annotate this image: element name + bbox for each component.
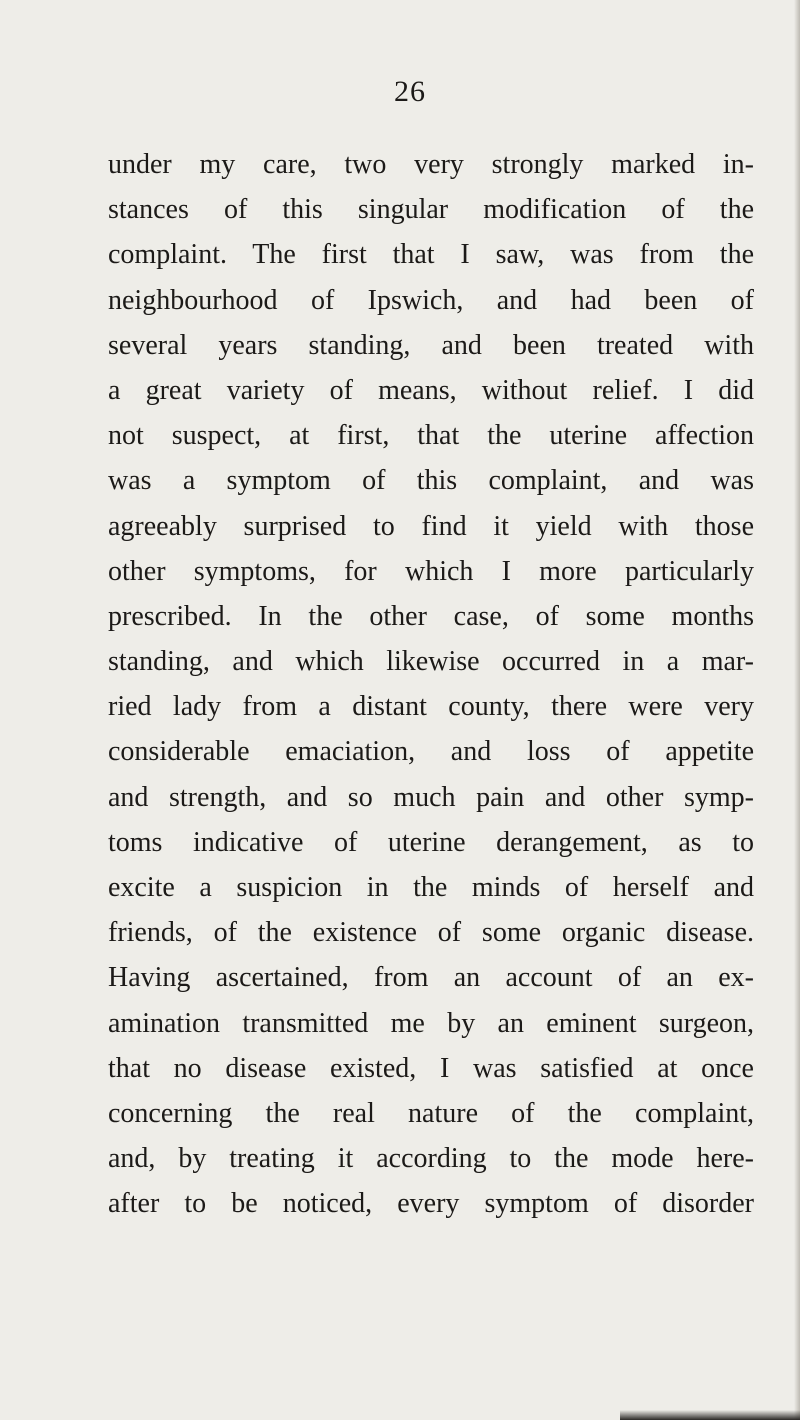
text-line: after to be noticed, every symptom of disorder	[108, 1188, 754, 1220]
text-line: other symptoms, for which I more particularly	[108, 555, 754, 587]
page-number: 26	[394, 75, 426, 108]
text-line: neighbourhood of Ipswich, and had been of	[108, 284, 754, 316]
text-line: concerning the real nature of the complaint,	[108, 1097, 754, 1129]
text-line: agreeably surprised to find it yield with those	[108, 510, 754, 542]
text-line: and strength, and so much pain and other symp-	[108, 781, 754, 813]
text-line: toms indicative of uterine derangement, as to	[108, 826, 754, 858]
text-line: not suspect, at first, that the uterine affection	[108, 420, 754, 452]
text-line: standing, and which likewise occurred in a mar-	[108, 646, 754, 678]
text-line: that no disease existed, I was satisfied at once	[108, 1052, 754, 1084]
body-text	[108, 142, 754, 1227]
page-corner-shadow	[620, 1410, 800, 1420]
text-line: Having ascertained, from an account of an ex-	[108, 962, 754, 994]
text-line: prescribed. In the other case, of some months	[108, 600, 754, 632]
text-line: stances of this singular modification of the	[108, 194, 754, 226]
text-line: excite a suspicion in the minds of herself and	[108, 872, 754, 903]
text-line: amination transmitted me by an eminent surgeon,	[108, 1007, 754, 1039]
page-edge-shadow	[794, 0, 800, 1420]
text-line: under my care, two very strongly marked in-	[108, 149, 754, 180]
text-line: was a symptom of this complaint, and was	[108, 465, 754, 497]
text-line: complaint. The first that I saw, was from the	[108, 239, 754, 271]
text-line: friends, of the existence of some organic disease.	[108, 917, 754, 949]
text-line: several years standing, and been treated with	[108, 329, 754, 361]
text-line: and, by treating it according to the mode here-	[108, 1143, 754, 1175]
text-line: ried lady from a distant county, there were very	[108, 691, 754, 723]
text-line: a great variety of means, without relief. I did	[108, 374, 754, 406]
text-line: considerable emaciation, and loss of appetite	[108, 736, 754, 768]
